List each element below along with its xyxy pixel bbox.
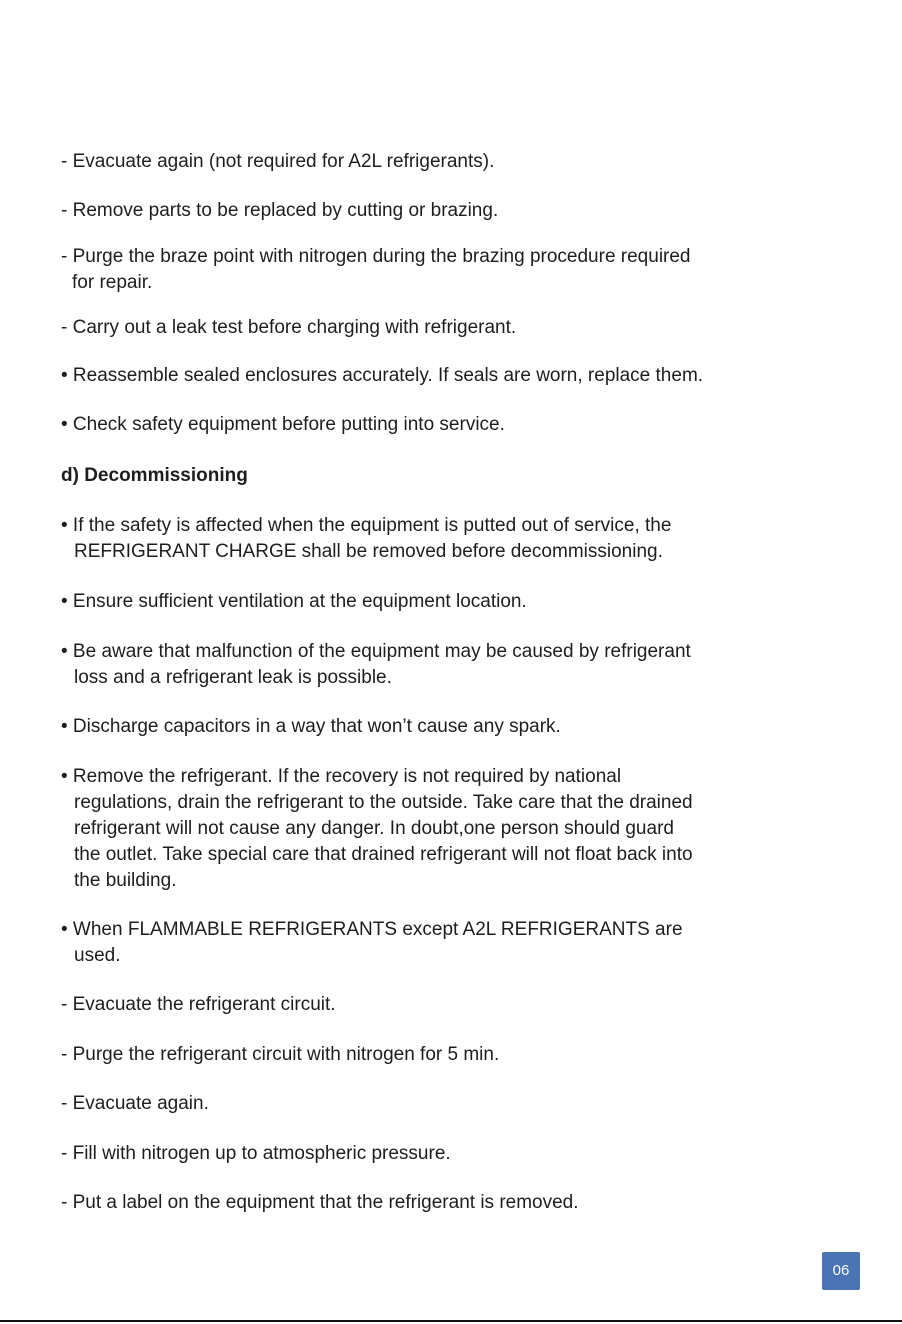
heading-text: d) Decommissioning: [61, 465, 248, 486]
text-line: the building.: [74, 870, 177, 891]
bullet-discharge-capacitors: [61, 714, 561, 740]
text-line: the outlet. Take special care that drained refrigerant will not float back into: [74, 844, 693, 865]
text-line: - Evacuate again (not required for A2L refrigerants).: [61, 151, 495, 172]
bullet-malfunction-warning: [61, 639, 691, 691]
step-evacuate-again: [61, 1091, 209, 1117]
bullet-remove-refrigerant: [61, 764, 693, 894]
step-put-label: [61, 1190, 579, 1216]
text-line: - Purge the refrigerant circuit with nitrogen for 5 min.: [61, 1044, 500, 1065]
bullet-ensure-ventilation: [61, 589, 527, 615]
text-line: refrigerant will not cause any danger. In doubt,one person should guard: [74, 818, 674, 839]
bullet-flammable-refrigerants: [61, 917, 683, 969]
text-line: • When FLAMMABLE REFRIGERANTS except A2L REFRIGERANTS are: [61, 919, 683, 940]
text-line: - Fill with nitrogen up to atmospheric pressure.: [61, 1143, 451, 1164]
step-evacuate-circuit: [61, 992, 336, 1018]
text-line: • Be aware that malfunction of the equipment may be caused by refrigerant: [61, 641, 691, 662]
step-remove-parts: [61, 198, 498, 224]
text-line: - Put a label on the equipment that the refrigerant is removed.: [61, 1192, 579, 1213]
text-line: • Remove the refrigerant. If the recovery is not required by national: [61, 766, 622, 787]
text-line: • Check safety equipment before putting into service.: [61, 414, 505, 435]
text-line: regulations, drain the refrigerant to the outside. Take care that the drained: [74, 792, 693, 813]
text-line: - Carry out a leak test before charging with refrigerant.: [61, 317, 517, 338]
bottom-divider: [0, 1320, 902, 1322]
text-line: REFRIGERANT CHARGE shall be removed before decommissioning.: [74, 541, 663, 562]
step-leak-test: [61, 315, 516, 341]
bullet-check-safety-equipment: [61, 412, 505, 438]
text-line: used.: [74, 945, 121, 966]
text-line: • Discharge capacitors in a way that won’t cause any spark.: [61, 716, 561, 737]
text-line: • Ensure sufficient ventilation at the equipment location.: [61, 591, 527, 612]
text-line: - Purge the braze point with nitrogen during the brazing procedure required: [61, 246, 691, 267]
text-line: - Evacuate again.: [61, 1093, 209, 1114]
section-heading-decommissioning: [61, 463, 248, 489]
text-line: loss and a refrigerant leak is possible.: [74, 667, 392, 688]
step-fill-nitrogen: [61, 1141, 451, 1167]
text-line: • Reassemble sealed enclosures accurately. If seals are worn, replace them.: [61, 365, 704, 386]
bullet-reassemble-enclosures: [61, 363, 703, 389]
step-purge-braze-point: [61, 244, 691, 296]
bullet-remove-refrigerant-charge: [61, 513, 671, 565]
step-purge-circuit-nitrogen: [61, 1042, 499, 1068]
text-line: • If the safety is affected when the equipment is putted out of service, the: [61, 515, 672, 536]
text-line: - Remove parts to be replaced by cutting or brazing.: [61, 200, 499, 221]
page-number-badge: 06: [822, 1252, 860, 1290]
text-line: - Evacuate the refrigerant circuit.: [61, 994, 336, 1015]
text-line: for repair.: [72, 272, 153, 293]
step-evacuate-again-a2l: [61, 149, 494, 175]
